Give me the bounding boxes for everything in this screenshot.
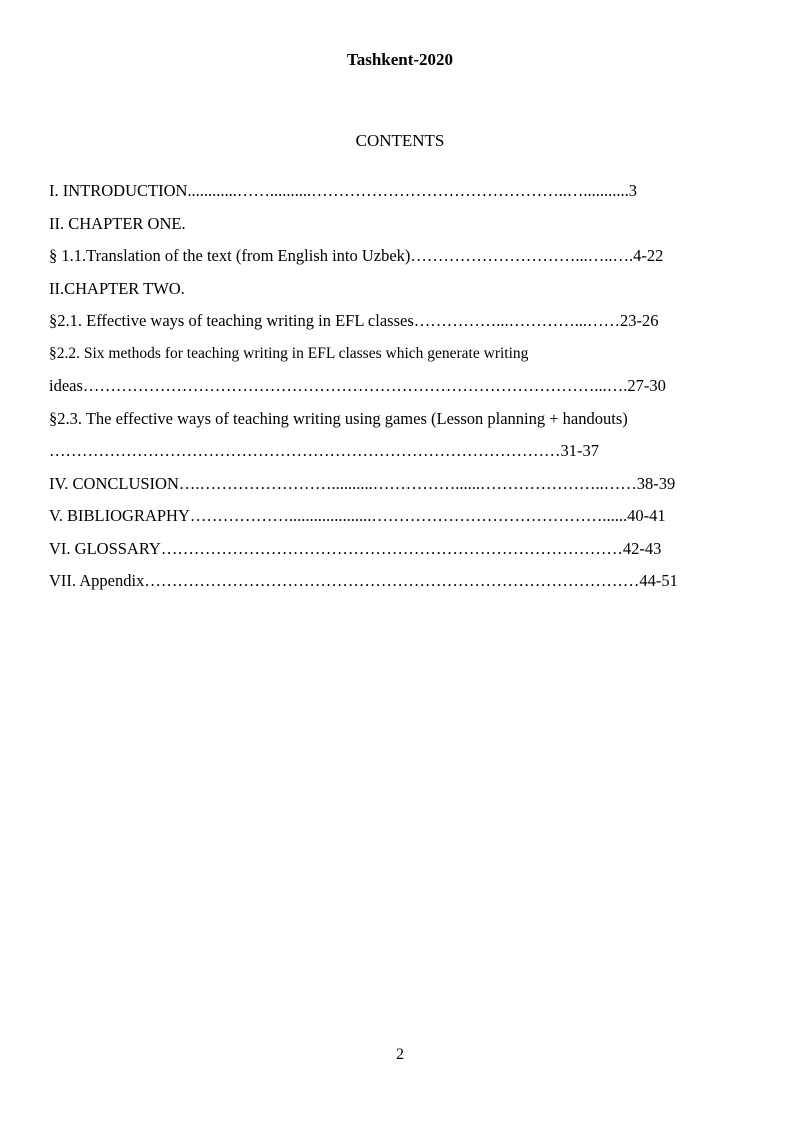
toc-entry-appendix: VII. Appendix………………………………………………………………………………44-51 <box>49 571 678 590</box>
contents-heading: CONTENTS <box>355 131 445 150</box>
toc-entry-section-2-3: §2.3. The effective ways of teaching writing using games (Lesson planning + handouts) <box>49 409 628 428</box>
toc-entry-bibliography: V. BIBLIOGRAPHY………………....................……………………………………......40-41 <box>49 506 666 525</box>
page-number: 2 <box>396 1046 404 1063</box>
toc-entry-section-1-1: § 1.1.Translation of the text (from English into Uzbek)…………………………...…..….4-22 <box>49 246 664 265</box>
toc-entry-section-2-2-cont: ideas…………………………………………………………………………………...….27-30 <box>49 376 666 395</box>
toc-entry-conclusion: IV. CONCLUSION….……………………..........……………......…………………..……38-39 <box>49 474 676 493</box>
toc-entry-introduction: I. INTRODUCTION............……..........………………………………………..…...........3 <box>49 181 638 200</box>
document-header-title: Tashkent-2020 <box>346 50 454 69</box>
toc-entry-glossary: VI. GLOSSARY…………………………………………………………………………42-43 <box>49 539 662 558</box>
toc-entry-section-2-2: §2.2. Six methods for teaching writing in EFL classes which generate writing <box>49 345 529 362</box>
toc-entry-section-2-1: §2.1. Effective ways of teaching writing in EFL classes……………...…………...……23-26 <box>49 311 659 330</box>
toc-entry-chapter-one: II. CHAPTER ONE. <box>49 214 186 233</box>
toc-entry-section-2-3-cont: …………………………………………………………………………………31-37 <box>49 441 599 460</box>
toc-entry-chapter-two: II.CHAPTER TWO. <box>49 279 185 298</box>
